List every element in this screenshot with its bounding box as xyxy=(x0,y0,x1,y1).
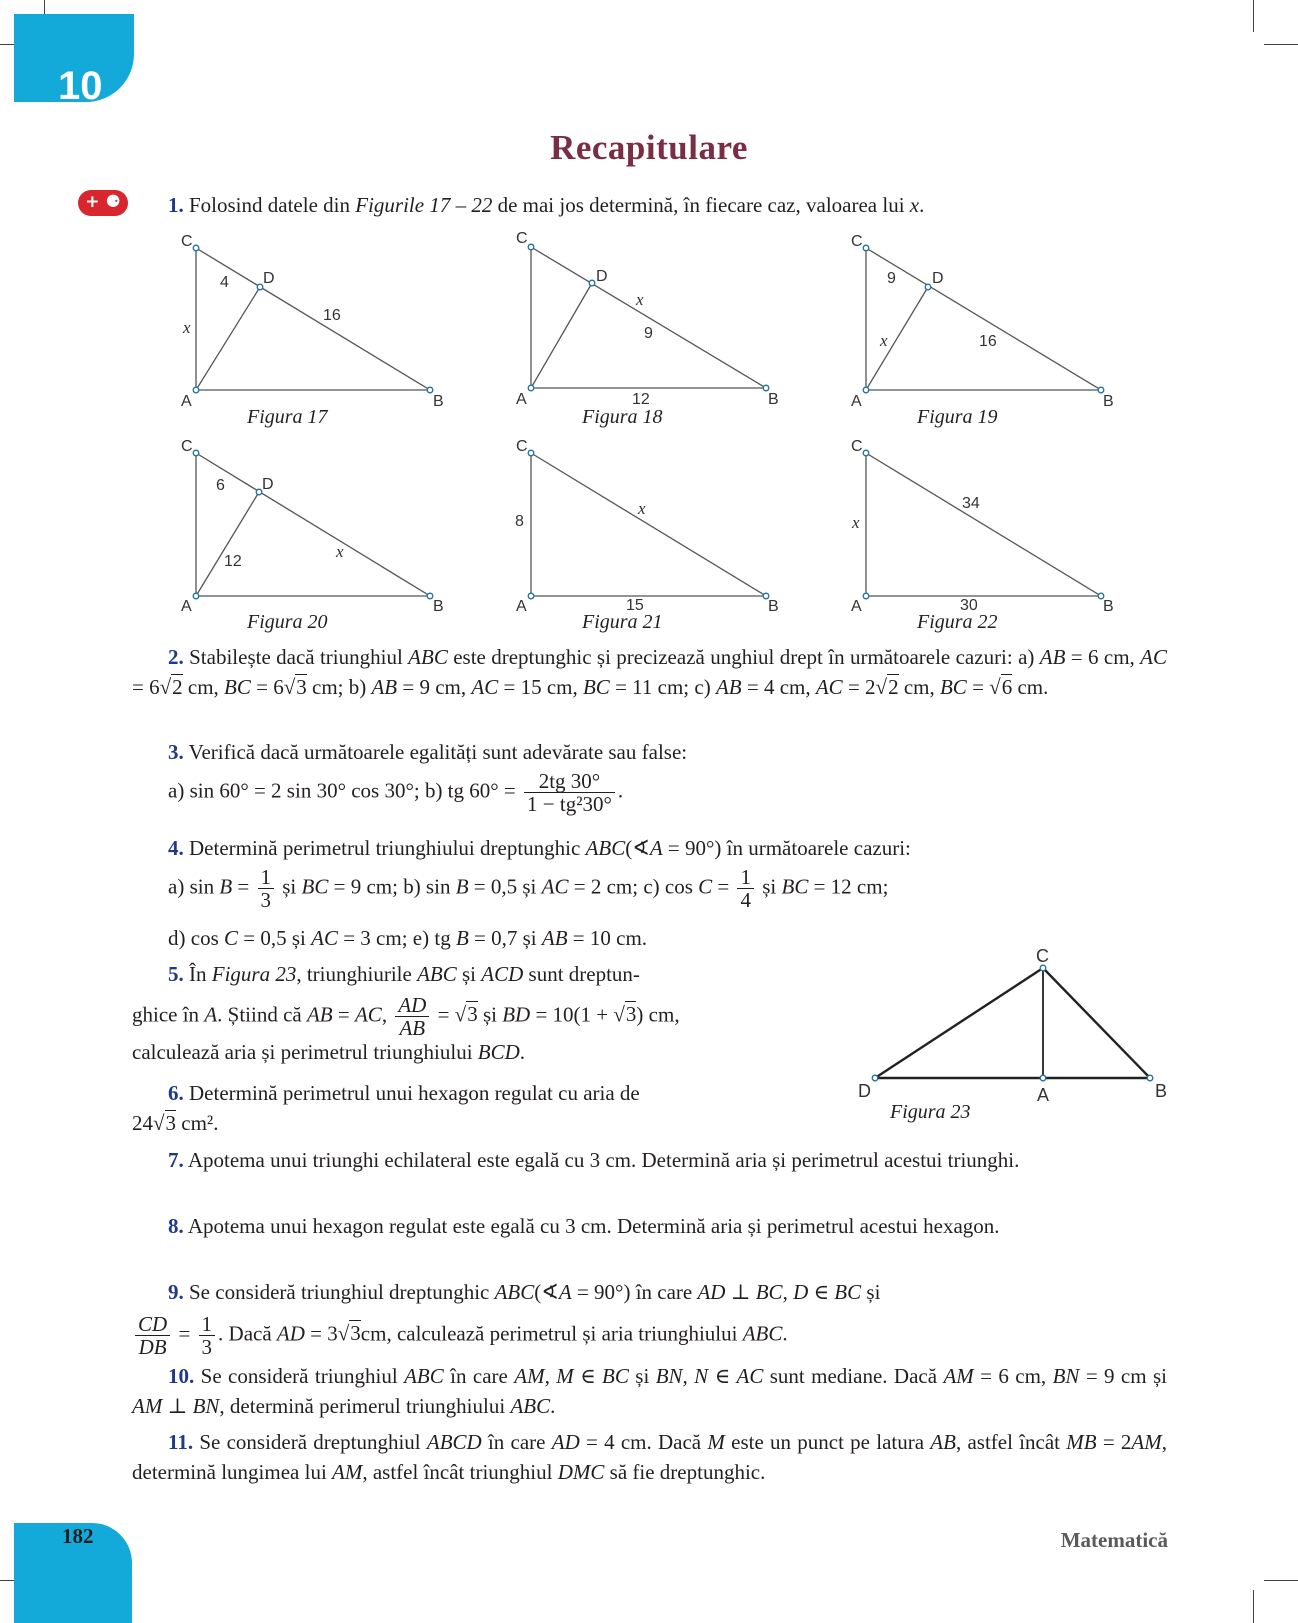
vertex-label: C xyxy=(516,230,528,247)
figure-caption: Figura 17 xyxy=(247,406,328,428)
side-label: x xyxy=(852,513,860,532)
problem-9: 9. Se consideră triunghiul dreptunghic ABC(∢A = 90°) în care AD ⊥ BC, D ∈ BC și xyxy=(168,1280,881,1304)
side-label: x xyxy=(183,318,191,337)
vertex-label: D xyxy=(858,1081,871,1101)
figure-caption: Figura 20 xyxy=(247,611,328,633)
vertex-label: C xyxy=(181,233,193,250)
side-label: x xyxy=(636,290,644,309)
problem-4-cases-a-c: a) sin B = $\frac{1}{3}$ și BC = 9 cm; b) sin B = 0,5 și AC = 2 cm; c) cos C = $\frac{1}{4}$ și BC = 12 cm; xyxy=(168,865,889,912)
side-label: 4 xyxy=(220,274,229,291)
vertex-label: A xyxy=(1037,1085,1050,1105)
problem-5-line2: ghice în A. Știind că AB = AC, $\frac{AD}{AB}$ = √3 și BD = 10(1 + √3) cm, xyxy=(132,993,680,1040)
problem-3: 3. Verifică dacă următoarele egalități sunt adevărate sau false: xyxy=(168,740,688,764)
vertex-label: C xyxy=(516,438,528,455)
figure-23 xyxy=(850,940,1180,1110)
vertex-label: A xyxy=(516,391,527,408)
vertex-label: D xyxy=(263,270,275,287)
figure-caption: Figura 18 xyxy=(582,406,663,428)
page-title: Recapitulare xyxy=(550,128,748,167)
problem-5-line3: calculează aria și perimetrul triunghiului BCD. xyxy=(132,1040,526,1064)
vertex-label: C xyxy=(181,438,193,455)
side-label: 12 xyxy=(632,391,650,408)
vertex-label: B xyxy=(768,598,779,615)
side-label: 9 xyxy=(887,270,896,287)
problem-5: 5. În Figura 23, triunghiurile ABC și ACD sunt dreptun- xyxy=(168,962,640,986)
vertex-label: B xyxy=(433,598,444,615)
vertex-label: B xyxy=(768,391,779,408)
figure-caption: Figura 23 xyxy=(890,1101,971,1123)
vertex-label: C xyxy=(1036,946,1049,966)
problem-10: 10. Se consideră triunghiul ABC în care AM, M ∈ BC și BN, N ∈ AC sunt mediane. Dacă AM = 6 cm, BN = 9 cm și AM ⊥ BN, determină perimerul triunghiului ABC. xyxy=(132,1364,1167,1418)
side-label: x xyxy=(336,542,344,561)
side-label: 16 xyxy=(323,307,341,324)
crop-mark xyxy=(1264,1580,1298,1581)
side-label: x xyxy=(880,331,888,350)
figure-caption: Figura 21 xyxy=(582,611,663,633)
side-label: 30 xyxy=(960,597,978,614)
problem-6-line2: 24√3 cm². xyxy=(132,1111,219,1135)
problem-7: 7. Apotema unui triunghi echilateral este egală cu 3 cm. Determină aria și perimetrul acestui triunghi. xyxy=(168,1148,1020,1172)
side-label: 6 xyxy=(216,477,225,494)
vertex-label: A xyxy=(851,393,862,410)
side-label: x xyxy=(638,499,646,518)
vertex-label: B xyxy=(433,393,444,410)
side-label: 9 xyxy=(644,325,653,342)
problem-3-expr: a) sin 60° = 2 sin 30° cos 30°; b) tg 60° = $\frac{2tg 30^\circ}{\text{1 − tg²30°}}$ . xyxy=(168,769,624,816)
problem-8: 8. Apotema unui hexagon regulat este egală cu 3 cm. Determină aria și perimetrul acestui hexagon. xyxy=(168,1214,1000,1238)
side-label: 15 xyxy=(626,597,644,614)
side-label: 34 xyxy=(962,495,980,512)
vertex-label: D xyxy=(932,270,944,287)
page-number: 182 xyxy=(62,1524,94,1548)
problem-2: 2. Stabilește dacă triunghiul ABC este dreptunghic și precizează unghiul drept în următoarele cazuri: a) AB = 6 cm, AC = 6√2 cm, BC = 6√3 cm; b) AB = 9 cm, AC = 15 cm, BC = 11 cm; c) AB = 4 cm, AC = 2√2 cm, BC = √6 cm. xyxy=(132,645,1167,699)
vertex-label: A xyxy=(516,598,527,615)
side-label: 8 xyxy=(515,513,524,530)
vertex-label: A xyxy=(181,598,192,615)
figures-17-22 xyxy=(0,0,1298,640)
vertex-label: B xyxy=(1155,1081,1168,1101)
problem-4: 4. Determină perimetrul triunghiului dreptunghic ABC(∢A = 90°) în următoarele cazuri: xyxy=(168,836,911,860)
problem-1: 1. Folosind datele din Figurile 17 – 22 de mai jos determină, în fiecare caz, valoarea lui x. xyxy=(168,193,925,217)
problem-6: 6. Determină perimetrul unui hexagon regulat cu aria de xyxy=(168,1081,640,1105)
chapter-number: 10 xyxy=(58,64,103,108)
vertex-label: C xyxy=(851,233,863,250)
crop-mark xyxy=(1253,1590,1254,1623)
vertex-label: B xyxy=(1103,393,1114,410)
vertex-label: B xyxy=(1103,598,1114,615)
vertex-label: A xyxy=(181,393,192,410)
vertex-label: D xyxy=(262,476,274,493)
game-icon: + ⚈ xyxy=(78,190,128,216)
subject-label: Matematică xyxy=(1060,1528,1168,1552)
vertex-label: A xyxy=(851,598,862,615)
problem-9-line2: $\frac{CD}{DB}$ = $\frac{1}{3}$ . Dacă AD = 3√3cm, calculează perimetrul și aria triunghiului ABC. xyxy=(132,1313,1132,1358)
problem-11: 11. Se consideră dreptunghiul ABCD în care AD = 4 cm. Dacă M este un punct pe latura AB, astfel încât MB = 2AM, determină lungimea lui AM, astfel încât triunghiul DMC să fie dreptunghic. xyxy=(132,1430,1167,1484)
side-label: 12 xyxy=(224,553,242,570)
side-label: 16 xyxy=(979,333,997,350)
vertex-label: D xyxy=(596,268,608,285)
problem-4-cases-d-e: d) cos C = 0,5 și AC = 3 cm; e) tg B = 0,7 și AB = 10 cm. xyxy=(168,926,648,950)
figure-caption: Figura 19 xyxy=(917,406,998,428)
figure-caption: Figura 22 xyxy=(917,611,998,633)
vertex-label: C xyxy=(851,438,863,455)
